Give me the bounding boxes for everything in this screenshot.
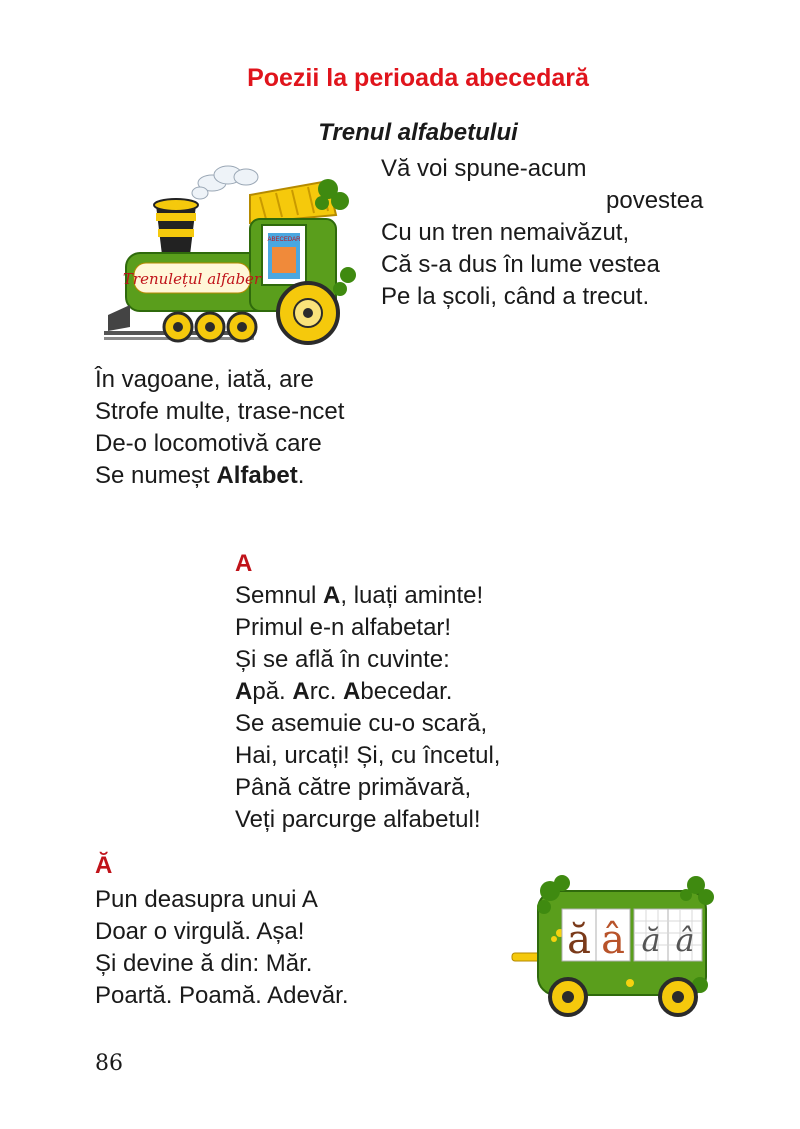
wagon-illustration bbox=[500, 855, 720, 1025]
verse-line: Primul e-n alfabetar! bbox=[235, 614, 452, 641]
verse-line: De-o locomotivă care bbox=[95, 430, 322, 457]
text-span: rc. bbox=[309, 678, 344, 705]
text-span: pă. bbox=[252, 678, 293, 705]
verse-line: Cu un tren nemaivăzut, bbox=[381, 219, 630, 246]
verse-line: Și se află în cuvinte: bbox=[235, 646, 450, 673]
verse-line: Poartă. Poamă. Adevăr. bbox=[95, 982, 349, 1009]
text-span: becedar. bbox=[360, 678, 453, 705]
text-span: . bbox=[297, 462, 305, 489]
verse-line: Pun deasupra unui A bbox=[95, 886, 318, 913]
verse-line: Vă voi spune-acum bbox=[381, 155, 587, 182]
section-letter: Ă bbox=[95, 852, 113, 879]
verse-line bbox=[235, 580, 500, 612]
page-title: Poezii la perioada abecedară bbox=[247, 64, 589, 92]
verse-line: Se asemuie cu-o scară, bbox=[235, 710, 488, 737]
text-span: Se numeșt bbox=[95, 462, 217, 489]
text-span: Semnul bbox=[235, 582, 324, 609]
verse-line: Pe la școli, când a trecut. bbox=[381, 283, 650, 310]
verse-line: Strofe multe, trase-ncet bbox=[95, 398, 345, 425]
letter-card-text: â bbox=[601, 917, 625, 963]
verse-line: povestea bbox=[606, 187, 704, 214]
verse-line: Și devine ă din: Măr. bbox=[95, 950, 313, 977]
section-letter: A bbox=[235, 550, 253, 577]
section-a-breve bbox=[95, 884, 349, 1012]
letter-card-text: ă bbox=[567, 917, 591, 963]
bold-letter: A bbox=[343, 678, 361, 705]
train-illustration bbox=[100, 155, 358, 347]
chimney-icon bbox=[154, 199, 198, 255]
section-a bbox=[235, 548, 500, 836]
book-label: ABECEDAR bbox=[267, 237, 301, 243]
stanza-2 bbox=[95, 364, 344, 492]
train-sign: Trenulețul alfaber bbox=[122, 270, 262, 288]
bold-letter: A bbox=[292, 678, 310, 705]
bold-letter: A bbox=[323, 582, 341, 609]
poem-title: Trenul alfabetului bbox=[318, 119, 518, 146]
page-number: 86 bbox=[95, 1051, 123, 1076]
verse-line bbox=[235, 676, 500, 708]
smoke-icon bbox=[192, 166, 258, 199]
letter-card-text: ă bbox=[641, 921, 661, 959]
verse-line: Doar o virgulă. Așa! bbox=[95, 918, 305, 945]
bold-word: Alfabet bbox=[216, 462, 298, 489]
verse-line: Hai, urcați! Și, cu încetul, bbox=[235, 742, 501, 769]
stanza-1 bbox=[381, 153, 703, 313]
bold-letter: A bbox=[235, 678, 253, 705]
verse-line: În vagoane, iată, are bbox=[95, 366, 314, 393]
text-span: , luați aminte! bbox=[340, 582, 484, 609]
verse-line: Veți parcurge alfabetul! bbox=[235, 806, 481, 833]
letter-card-text: â bbox=[675, 921, 695, 959]
verse-line bbox=[95, 460, 344, 492]
verse-line: Că s-a dus în lume vestea bbox=[381, 251, 660, 278]
verse-line: Până către primăvară, bbox=[235, 774, 472, 801]
